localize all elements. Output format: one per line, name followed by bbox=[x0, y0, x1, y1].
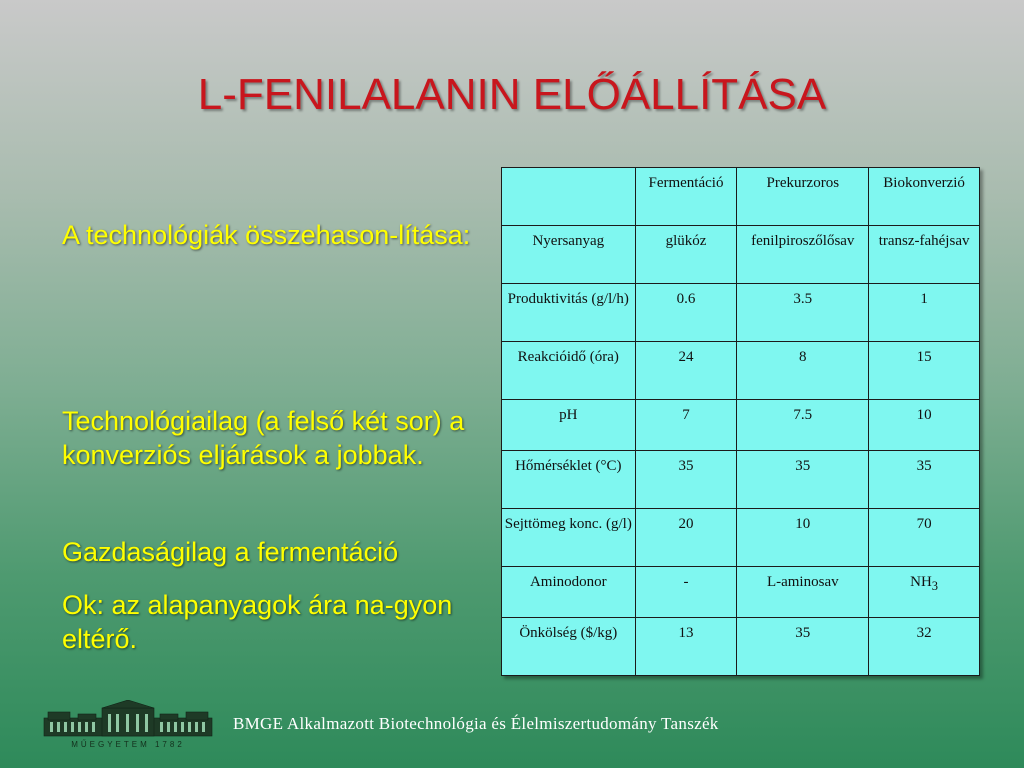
intro-text: A technológiák összehason-lítása: bbox=[62, 220, 471, 250]
table-cell: glükóz bbox=[635, 226, 737, 284]
table-row bbox=[502, 226, 980, 284]
technology-conclusion-text: Technológiailag (a felső két sor) a konverziós eljárások a jobbak. bbox=[62, 406, 465, 470]
table-cell: - bbox=[635, 567, 737, 618]
table-row bbox=[502, 618, 980, 676]
table-row bbox=[502, 400, 980, 451]
table-row-label: pH bbox=[502, 400, 636, 451]
table-row-label: Önkölség ($/kg) bbox=[502, 618, 636, 676]
table-row bbox=[502, 567, 980, 618]
table-cell: L-aminosav bbox=[737, 567, 869, 618]
table-cell: 20 bbox=[635, 509, 737, 567]
table-cell: 10 bbox=[869, 400, 980, 451]
university-building-logo bbox=[42, 700, 214, 750]
table-row bbox=[502, 451, 980, 509]
table-row bbox=[502, 509, 980, 567]
table-row-label: Nyersanyag bbox=[502, 226, 636, 284]
table-cell: 35 bbox=[737, 451, 869, 509]
table-cell: 15 bbox=[869, 342, 980, 400]
table-cell: 7 bbox=[635, 400, 737, 451]
slide-title: L-FENILALANIN ELŐÁLLÍTÁSA bbox=[197, 70, 827, 119]
table-cell: 10 bbox=[737, 509, 869, 567]
table-row-label: Hőmérséklet (°C) bbox=[502, 451, 636, 509]
table-header-row bbox=[502, 168, 980, 226]
table-cell: 13 bbox=[635, 618, 737, 676]
table-row bbox=[502, 342, 980, 400]
building-icon bbox=[42, 700, 214, 750]
table-row-label: Reakcióidő (óra) bbox=[502, 342, 636, 400]
table-header-cell: Fermentáció bbox=[635, 168, 737, 226]
table-cell-nh3 bbox=[869, 567, 980, 618]
table-row-label: Aminodonor bbox=[502, 567, 636, 618]
table-cell: transz-fahéjsav bbox=[869, 226, 980, 284]
table-cell: 70 bbox=[869, 509, 980, 567]
comparison-table bbox=[501, 167, 980, 676]
table-row-label: Produktivitás (g/l/h) bbox=[502, 284, 636, 342]
footer-department-text: BMGE Alkalmazott Biotechnológia és Élelmiszertudomány Tanszék bbox=[233, 714, 719, 733]
table-header-cell bbox=[502, 168, 636, 226]
economic-conclusion-text: Gazdaságilag a fermentáció bbox=[62, 537, 399, 567]
table-row-label: Sejttömeg konc. (g/l) bbox=[502, 509, 636, 567]
table-cell: 35 bbox=[737, 618, 869, 676]
table-cell: 7.5 bbox=[737, 400, 869, 451]
table-cell: 24 bbox=[635, 342, 737, 400]
table-cell: 0.6 bbox=[635, 284, 737, 342]
reason-text: Ok: az alapanyagok ára na-gyon eltérő. bbox=[62, 590, 453, 654]
table-cell: fenilpiroszőlősav bbox=[737, 226, 869, 284]
table-row bbox=[502, 284, 980, 342]
table-header-cell: Biokonverzió bbox=[869, 168, 980, 226]
logo-caption: MŰEGYETEM 1782 bbox=[71, 740, 185, 749]
nh3-text: NH bbox=[910, 574, 932, 590]
table-cell: 35 bbox=[635, 451, 737, 509]
table-cell: 3.5 bbox=[737, 284, 869, 342]
table-cell: 35 bbox=[869, 451, 980, 509]
table-cell: 8 bbox=[737, 342, 869, 400]
table-header-cell: Prekurzoros bbox=[737, 168, 869, 226]
table-cell: 32 bbox=[869, 618, 980, 676]
table-cell: 1 bbox=[869, 284, 980, 342]
nh3-subscript: 3 bbox=[931, 579, 939, 593]
